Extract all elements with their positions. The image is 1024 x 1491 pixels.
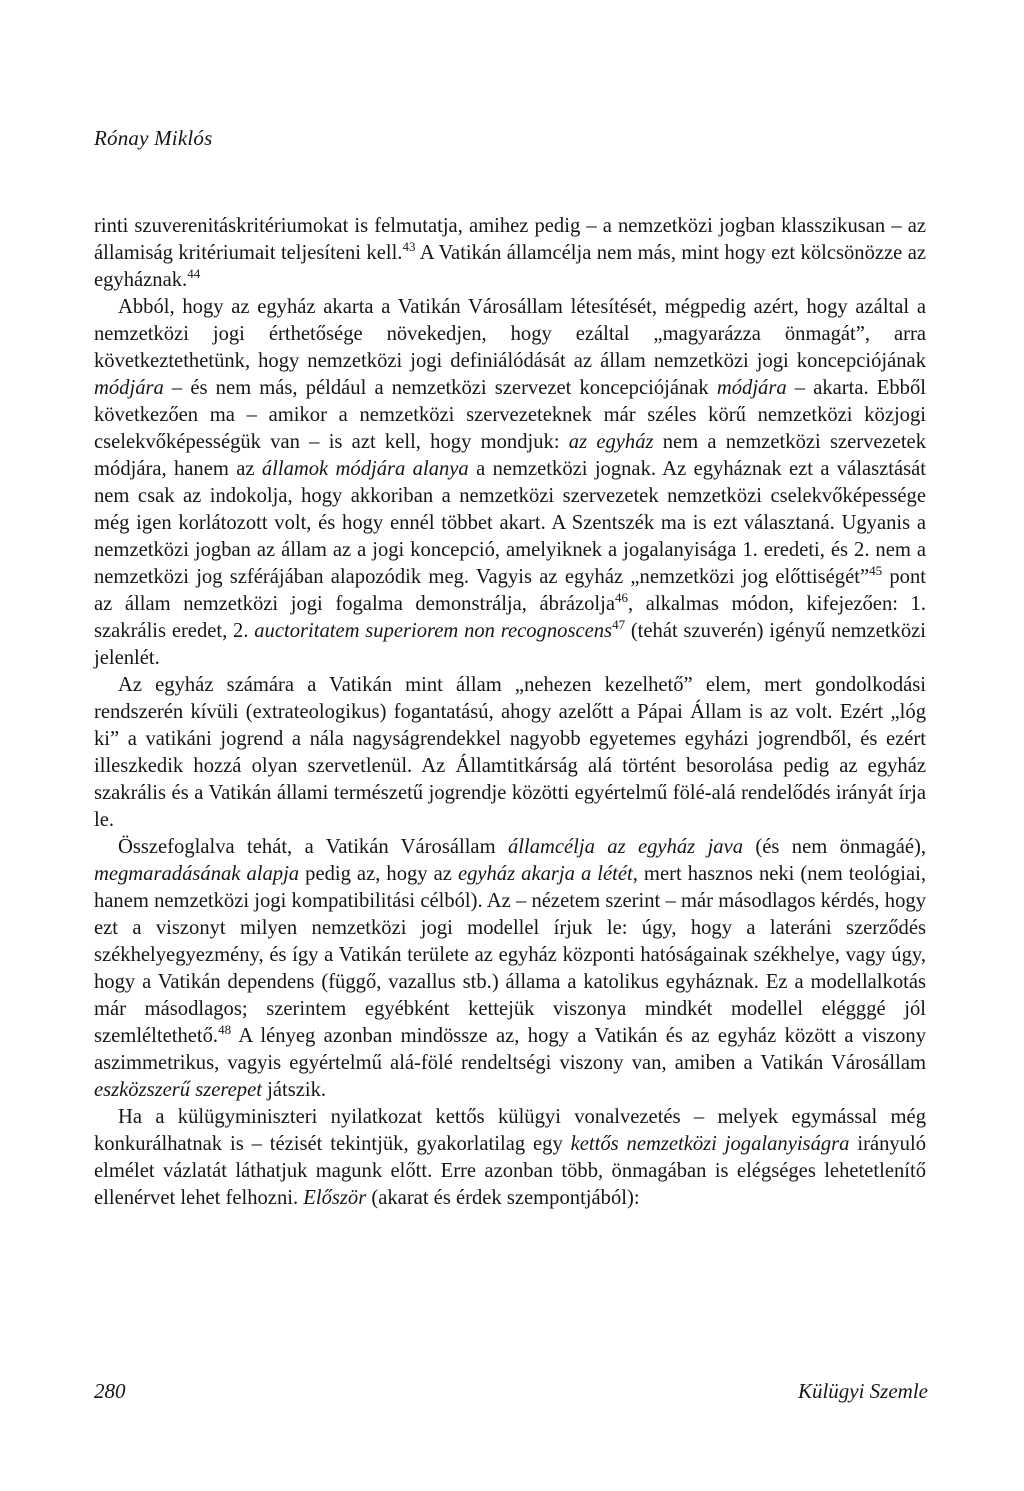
- body-text: [94, 213, 926, 1212]
- text-run: A lényeg azonban mindössze az, hogy a Vatikán és az egyház között a viszony aszimmetrikus, vagyis egyértelmű alá-fölé rendeltségi viszony van, amiben a Vatikán Városállam: [94, 1025, 926, 1074]
- text-run: Abból, hogy az egyház akarta a Vatikán Városállam létesítését, mégpedig azért, hogy azáltal a nemzetközi jogi érthetősége növekedjen, hogy ezáltal „magyarázza önmagát”, arra következtethetünk, hogy nemzetközi jogi definiálódását az állam nemzetközi jogi koncepciójának: [94, 296, 926, 372]
- footnote-marker: 45: [869, 563, 883, 579]
- paragraph: [94, 294, 926, 672]
- text-run: (és nem önmagáé),: [743, 836, 926, 858]
- text-run: Az egyház számára a Vatikán mint állam „nehezen kezelhető” elem, mert gondolkodási rendszerén kívüli (extrateologikus) fogantatású, ahogy azelőtt a Pápai Állam is az volt. Ezért „lóg ki” a vatikáni jogrend a nála nagyságrendekkel nagyobb egyetemes egyházi jogrendből, és ezért illeszkedik hozzá olyan szervetlenül. Az Államtitkárság alá történt besorolása pedig az egyház szakrális és a Vatikán állami természetű jogrendje közötti egyértelmű fölé-alá rendelődés irányát írja le.: [94, 674, 926, 831]
- text-run: nem a nemzetközi szervezetek módjára, hanem az: [94, 431, 926, 480]
- italic-phrase: módjára: [716, 377, 787, 399]
- text-run: pont az állam nemzetközi jogi fogalma demonstrálja, ábrázolja: [94, 566, 926, 615]
- text-run: (tehát szuverén) igényű nemzetközi jelenlét.: [94, 620, 927, 669]
- italic-phrase: auctoritatem superiorem non recognoscens: [254, 620, 613, 642]
- footnote-marker: 47: [612, 617, 626, 633]
- paragraph: [94, 672, 926, 834]
- text-run: a nemzetközi jognak. Az egyháznak ezt a választását nem csak az indokolja, hogy akkoriban a nemzetközi szervezetek nemzetközi cselekvőképessége még igen korlátozott volt, és hogy ennél többet akart. A Szentszék ma is ezt választaná. Ugyanis a nemzetközi jogban az állam az a jogi koncepció, amelyiknek a jogalanyisága 1. eredeti, és 2. nem a nemzetközi jog szférájában alapozódik meg. Vagyis az egyház „nemzetközi jog előttiségét”: [94, 458, 927, 588]
- footnote-marker: 46: [615, 590, 628, 606]
- text-run: rinti szuverenitáskritériumokat is felmutatja, amihez pedig – a nemzetközi jogban klasszikusan – az államiság kritériumait teljesíteni kell.: [94, 215, 926, 264]
- text-run: Ha a külügyminiszteri nyilatkozat kettős külügyi vonalvezetés – melyek egymással még konkurálhatnak is – tézisét tekintjük, gyakorlatilag egy: [94, 1106, 926, 1155]
- text-run: irányuló elmélet vázlatát láthatjuk magunk előtt. Erre azonban több, önmagában is elégséges lehetetlenítő ellenérvet lehet felhozni.: [94, 1133, 926, 1209]
- footnote-marker: 43: [402, 239, 416, 255]
- running-head: Rónay Miklós: [94, 126, 213, 150]
- text-run: – akarta. Ebből következően ma – amikor a nemzetközi szervezeteknek már széles körű nemzetközi közjogi cselekvőképességük van – is azt kell, hogy mondjuk:: [94, 377, 926, 453]
- journal-title: Külügyi Szemle: [797, 1379, 928, 1403]
- paragraph: [94, 213, 926, 294]
- italic-phrase: az egyház: [568, 431, 654, 453]
- italic-phrase: Először: [303, 1187, 367, 1209]
- text-run: Összefoglalva tehát, a Vatikán Városállam: [118, 836, 508, 858]
- text-run: (akarat és érdek szempontjából):: [366, 1187, 640, 1209]
- text-run: pedig az, hogy az: [299, 863, 458, 885]
- page-number: 280: [94, 1379, 126, 1403]
- paragraph: [94, 1104, 926, 1212]
- text-run: – és nem más, például a nemzetközi szervezet koncepciójának: [163, 377, 717, 399]
- italic-phrase: államok módjára alanya: [261, 458, 469, 480]
- italic-phrase: eszközszerű szerepet: [94, 1079, 262, 1101]
- text-run: , alkalmas módon, kifejezően: 1. szakrális eredet, 2.: [94, 593, 926, 642]
- italic-phrase: kettős nemzetközi jogalanyiságra: [570, 1133, 850, 1155]
- text-run: A Vatikán államcélja nem más, mint hogy ezt kölcsönözze az egyháznak.: [94, 242, 927, 291]
- italic-phrase: megmaradásának alapja: [94, 863, 300, 885]
- footnote-marker: 48: [218, 1022, 232, 1038]
- paragraph: [94, 834, 926, 1104]
- italic-phrase: egyház akarja a létét: [457, 863, 633, 885]
- text-run: , mert hasznos neki (nem teológiai, hanem nemzetközi jogi kompatibilitási célból). Az – nézetem szerint – már másodlagos kérdés, hogy ezt a viszonyt milyen nemzetközi jogi modellel írjuk le: úgy, hogy a lateráni szerződés székhelyegyezmény, és így a Vatikán területe az egyház központi hatóságainak székhelye, vagy úgy, hogy a Vatikán dependens (függő, vazallus stb.) állama a katolikus egyháznak. Ez a modellalkotás már másodlagos; szerintem egyébként kettejük viszonya mindkét modellel elégggé jól szemléltethető.: [94, 863, 926, 1047]
- italic-phrase: államcélja az egyház java: [507, 836, 744, 858]
- text-run: játszik.: [261, 1079, 327, 1101]
- italic-phrase: módjára: [94, 377, 164, 399]
- footnote-marker: 44: [187, 266, 201, 282]
